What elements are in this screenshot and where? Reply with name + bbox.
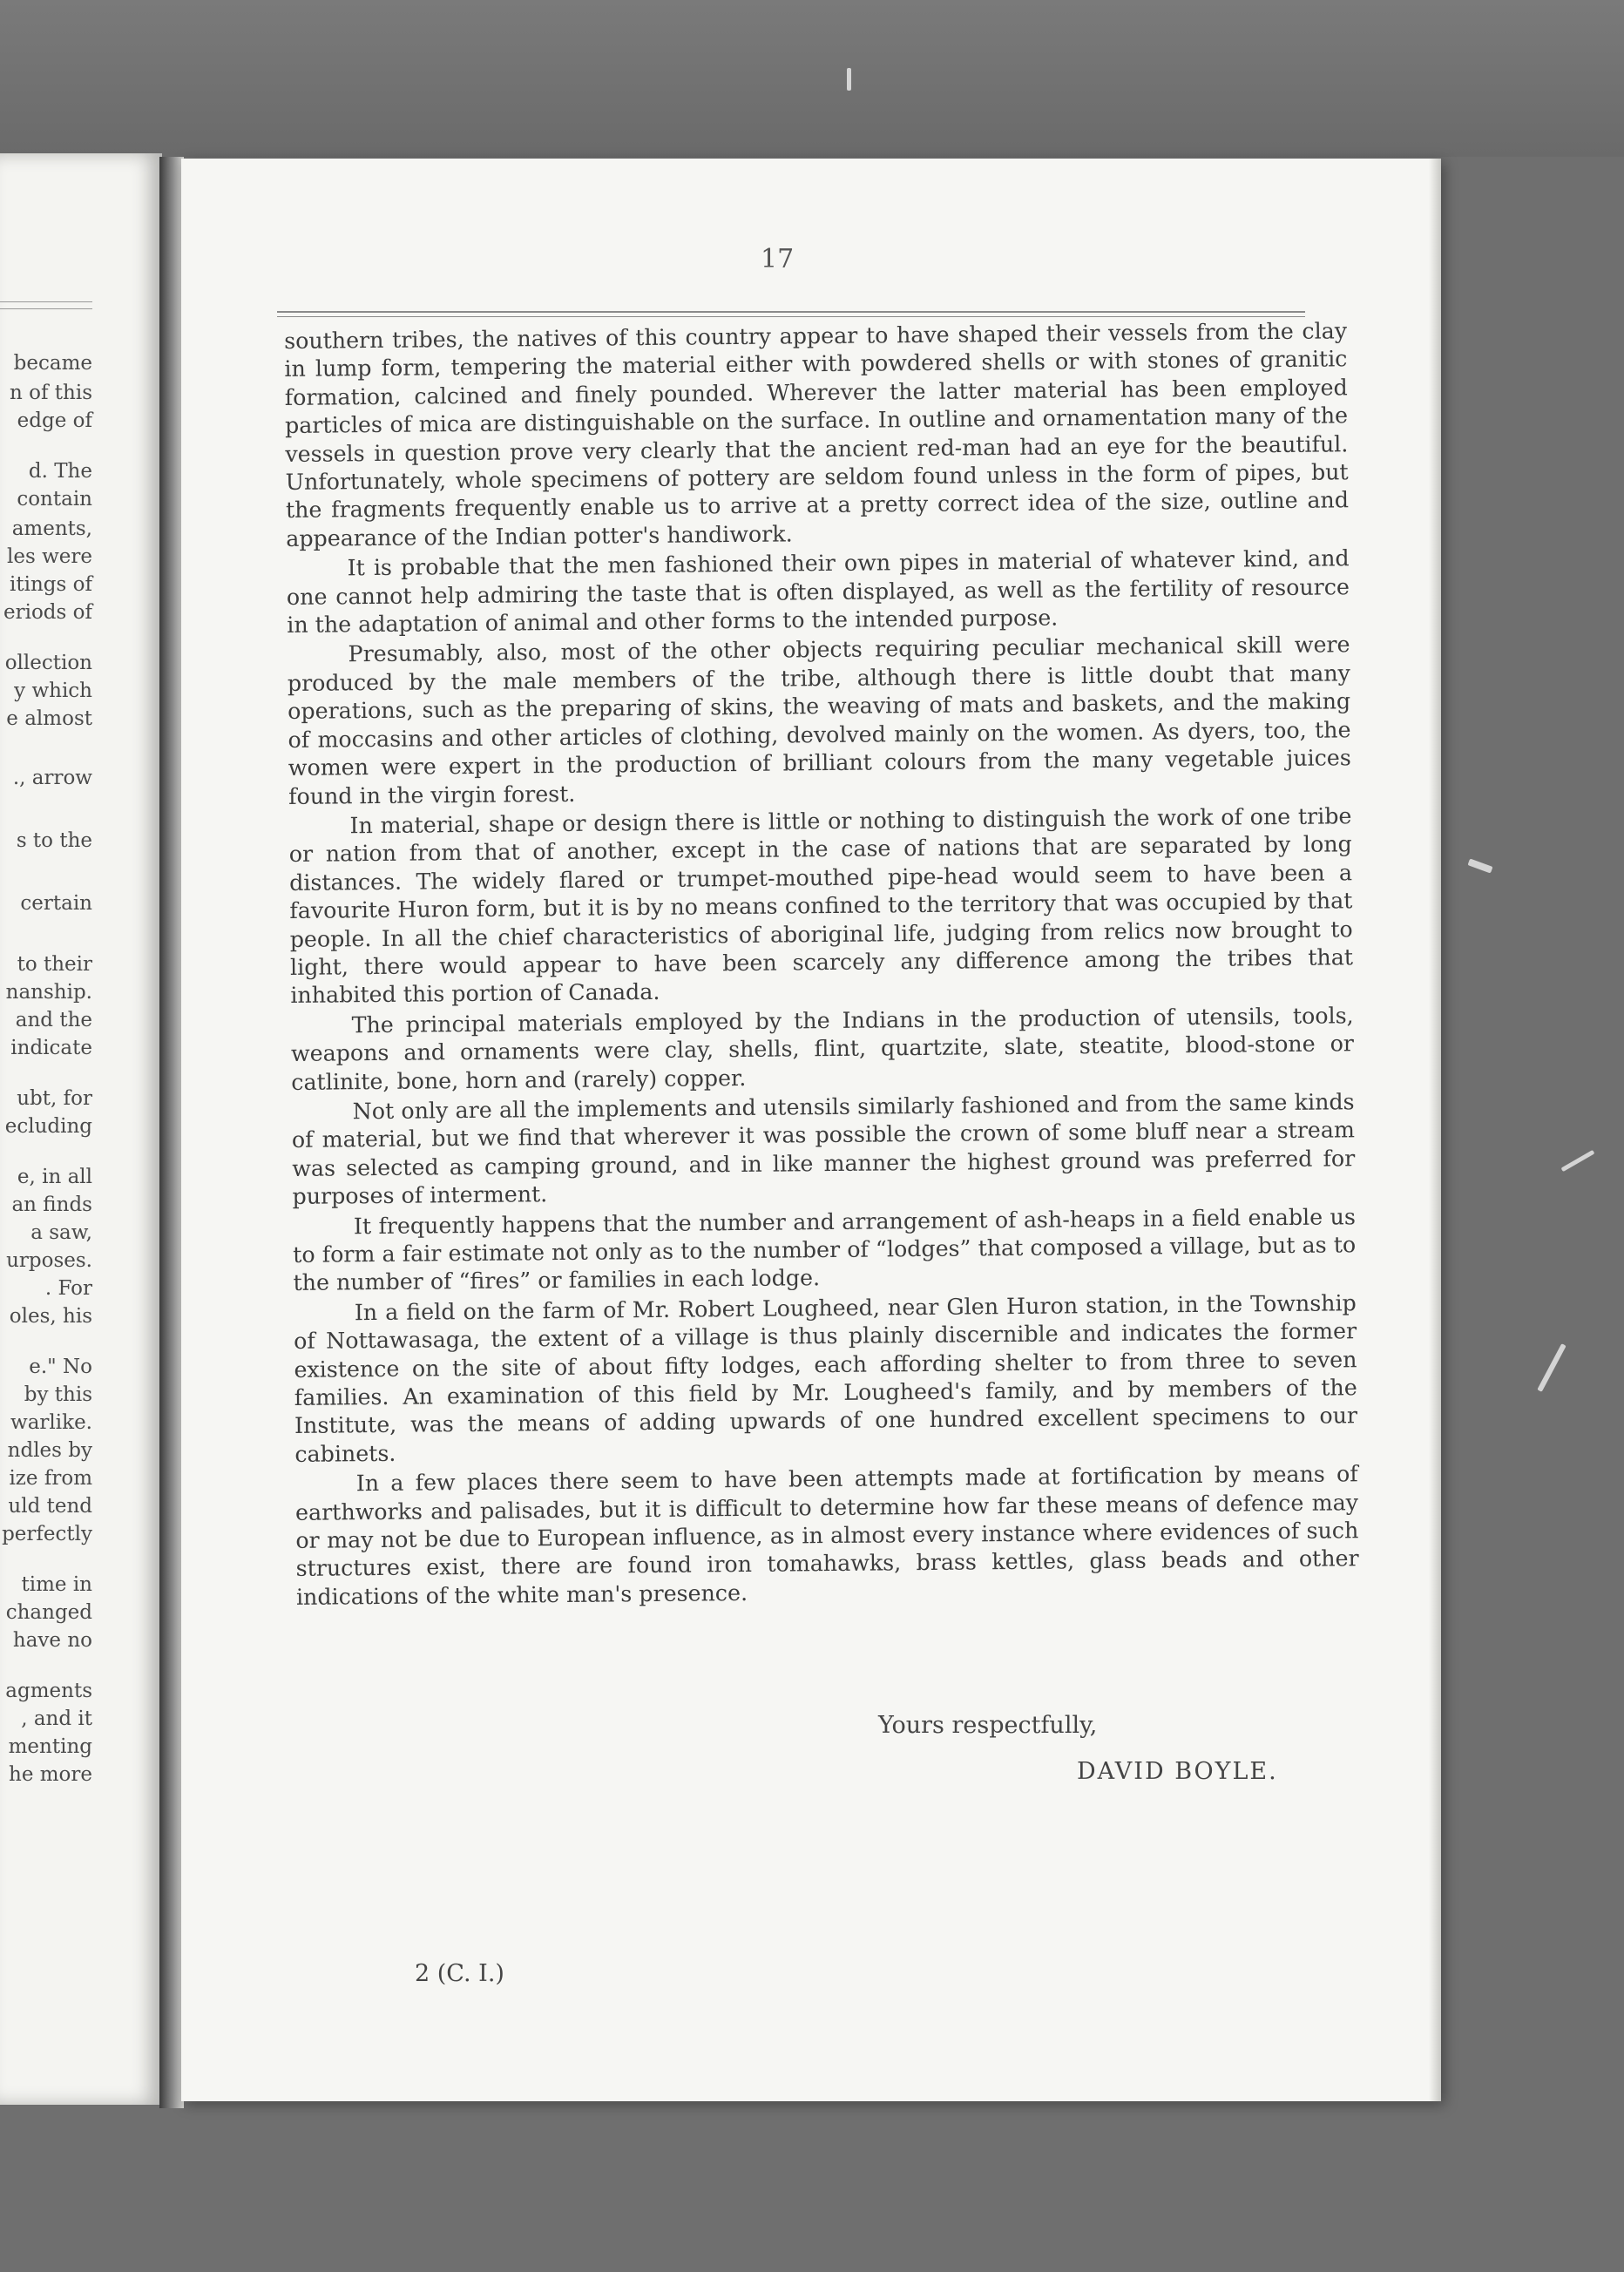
scan-artifact <box>1561 1150 1595 1172</box>
paragraph: The principal materials employed by the Indians in the production of utensils, tools, weapons and ornaments were clay, shells, flint, quartzite, slate, steatite, blood-stone or catlinite, bone, horn and (rarely) copper. <box>290 1003 1355 1095</box>
facing-page-fragment <box>0 153 162 2105</box>
facing-page-line: urposes. <box>6 1249 92 1272</box>
facing-page-line: became <box>13 352 92 375</box>
facing-page-rule <box>0 308 92 309</box>
facing-page-line: aments, <box>11 517 92 540</box>
paragraph: In a few places there seem to have been attempts made at fortification by means of earthworks and palisades, but it is difficult to determine how far these means of defence may or may not be due to European influence, as in almost every instance where evidences of such structures exist, there are found iron tomahawks, brass kettles, glass beads and other indications of the white man's presence. <box>294 1461 1359 1610</box>
paragraph: Presumably, also, most of the other objects requiring peculiar mechanical skill were produced by the male members of the tribe, although there is little doubt that many operations, such as the preparing of skins, the weaving of mats and baskets, and the making of moccasins and other articles of clothing, devolved mainly on the women. As dyers, too, the women were expert in the production of brilliant colours from the many vegetable juices found in the virgin forest. <box>287 632 1351 809</box>
facing-page-line: to their <box>17 953 92 976</box>
facing-page-line: les were <box>7 545 92 568</box>
facing-page-line: , and it <box>21 1707 92 1730</box>
facing-page-line: he more <box>9 1763 92 1786</box>
facing-page-line: ndles by <box>7 1439 92 1462</box>
facing-page-line: d. The <box>28 460 92 483</box>
facing-page-line: uld tend <box>8 1495 92 1518</box>
closing-salutation: Yours respectfully, <box>878 1712 1098 1739</box>
facing-page-line: and the <box>15 1009 92 1031</box>
paragraph: In a field on the farm of Mr. Robert Lougheed, near Glen Huron station, in the Township of Nottawasaga, the extent of a village is thus plainly discernible and indicates the former existence on the site of about fifty lodges, each affording shelter to from three to seven families. An examination of this field by Mr. Lougheed's family, and by members of the Institute, was the means of adding upwards of one hundred excellent specimens to our cabinets. <box>294 1290 1358 1467</box>
facing-page-line: ubt, for <box>17 1087 92 1110</box>
facing-page-line: agments <box>5 1680 92 1702</box>
facing-page-line: perfectly <box>2 1523 92 1545</box>
facing-page-rule <box>0 301 92 302</box>
paragraph: It is probable that the men fashioned their own pipes in material of whatever kind, and one cannot help admiring the taste that is often displayed, as well as the fertility of resource in the adaptation of animal and other forms to the intended purpose. <box>286 545 1350 639</box>
facing-page-line: ecluding <box>4 1115 92 1138</box>
scan-artifact <box>847 68 851 91</box>
facing-page-line: an finds <box>11 1193 92 1216</box>
facing-page-line: ., arrow <box>12 767 92 789</box>
facing-page-line: itings of <box>10 573 92 596</box>
facing-page-line: edge of <box>17 409 92 432</box>
book-gutter <box>159 157 184 2108</box>
facing-page-line: certain <box>20 892 92 915</box>
facing-page-line: e, in all <box>17 1166 92 1188</box>
facing-page-line: menting <box>8 1735 92 1758</box>
facing-page-line: contain <box>17 488 92 511</box>
scan-background <box>0 0 1624 157</box>
scan-artifact <box>1537 1343 1566 1392</box>
facing-page-line: e almost <box>6 707 92 730</box>
paragraph: In material, shape or design there is little or nothing to distinguish the work of one tribe or nation from that of another, except in the case of nations that are separated by long distances. The widely flared or trumpet-mouthed pipe-head would seem to have been a favourite Huron form, but it is by no means confined to the territory that was occupied by that people. In all the chief characteristics of aboriginal life, judging from relics now brought to light, there would appear to have been scarcely any difference among the tribes that inhabited this portion of Canada. <box>288 803 1354 1009</box>
facing-page-line: changed <box>5 1601 92 1624</box>
scan-artifact <box>1467 858 1492 873</box>
facing-page-line: a saw, <box>30 1221 92 1244</box>
facing-page-line: eriods of <box>3 601 92 624</box>
facing-page-line: ollection <box>4 652 92 674</box>
page-number: 17 <box>761 244 795 274</box>
facing-page-line: by this <box>24 1383 92 1406</box>
paragraph: It frequently happens that the number and arrangement of ash-heaps in a field enable us to form a fair estimate not only as to the number of “lodges” that composed a village, but as to the number of “fires” or families in each lodge. <box>293 1203 1357 1296</box>
page-edge-shadow <box>1429 159 1441 2101</box>
facing-page-line: y which <box>14 680 92 702</box>
facing-page-line: warlike. <box>10 1411 92 1434</box>
facing-page-line: have no <box>12 1629 92 1652</box>
paragraph: Not only are all the implements and utensils similarly fashioned and from the same kinds of material, but we find that wherever it was possible the crown of some bluff near a stream was selected as camping ground, and in like manner the highest ground was preferred for purposes of interment. <box>291 1089 1356 1210</box>
facing-page-line: s to the <box>16 829 92 852</box>
header-rule <box>277 311 1305 313</box>
facing-page-line: nanship. <box>5 981 92 1004</box>
body-text <box>284 317 1359 1613</box>
facing-page-line: n of this <box>9 382 92 404</box>
header-rule <box>277 316 1305 317</box>
signature-mark: 2 (C. I.) <box>415 1960 504 1987</box>
paragraph: southern tribes, the natives of this country appear to have shaped their vessels from the clay in lump form, tempering the material either with powdered shells or with stones of granitic formation, calcined and finely pounded. Wherever the latter material has been employed particles of mica are distinguishable on the surface. In outline and ornamentation many of the vessels in question prove very clearly that the ancient red-man had an eye for the beautiful. Unfortunately, whole specimens of pottery are seldom found unless in the form of pipes, but the fragments frequently enable us to arrive at a pretty correct idea of the size, outline and appearance of the Indian potter's handiwork. <box>284 318 1350 551</box>
facing-page-line: indicate <box>10 1037 92 1059</box>
facing-page-line: . For <box>44 1277 92 1300</box>
facing-page-line: e." No <box>29 1356 92 1378</box>
facing-page-line: time in <box>21 1573 92 1596</box>
facing-page-line: oles, his <box>9 1305 92 1328</box>
document-page <box>181 159 1441 2101</box>
facing-page-line: ize from <box>9 1467 92 1490</box>
signature: DAVID BOYLE. <box>1077 1758 1278 1785</box>
